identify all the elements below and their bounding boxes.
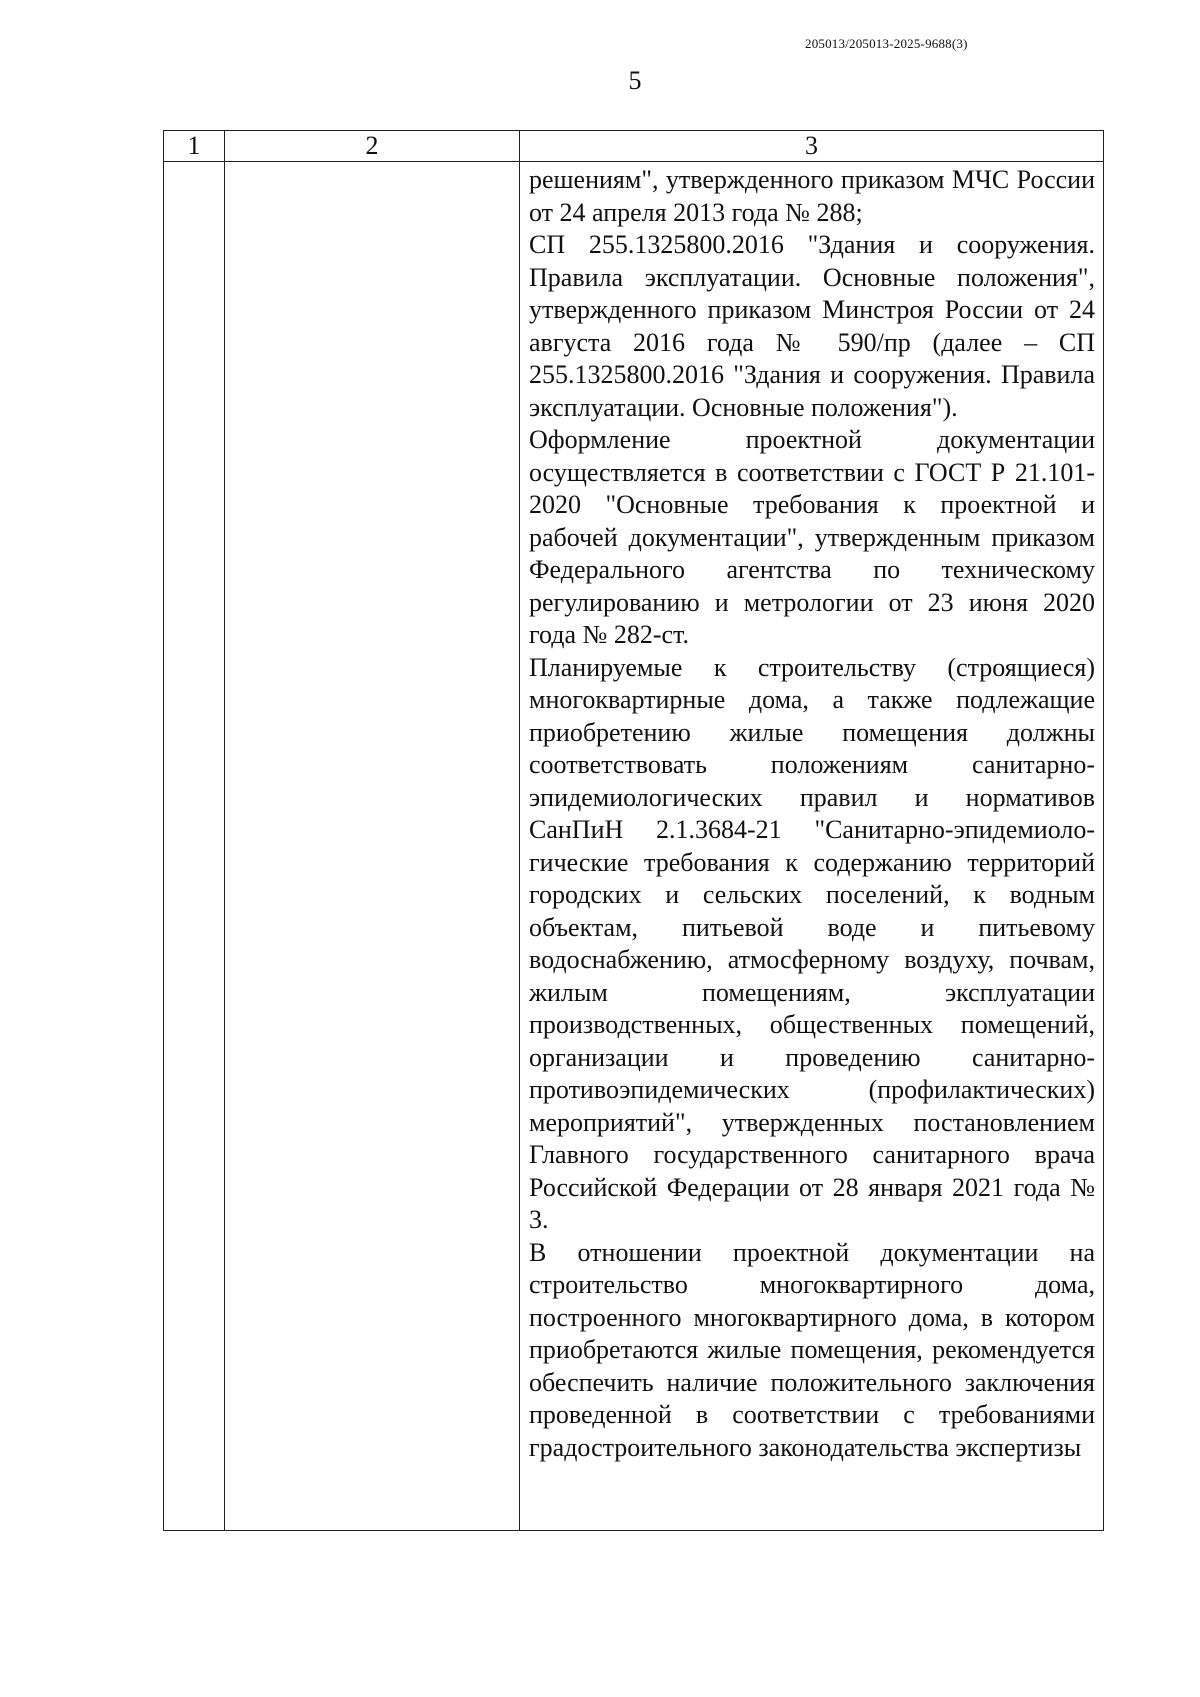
paragraph: решениям", утвержденного приказом МЧС России от 24 апреля 2013 года № 288; [529,165,1095,227]
content-table [163,130,1104,1531]
column-header-2: 2 [225,131,520,162]
document-id: 205013/205013-2025-9688(3) [805,36,968,51]
paragraph: В отношении проектной документации на строительство многоквартирного дома, построенного многоквартирного дома, в котором приобретаются жилые помещения, рекомендуется обеспечить наличие положительного заключения проведенной в соответствии с требованиями градостроительного законодательства экспертизы [529,1237,1095,1462]
cell-column-2 [225,162,520,1531]
cell-column-3 [520,162,1104,1531]
table-header-row [164,131,1104,162]
paragraph: Оформление проектной документации осуществляется в соответствии с ГОСТ Р 21.101-2020 "Основные требования к проектной и рабочей документации", утвержденным приказом Федерального агентства по техническому регулированию и метрологии от 23 июня 2020 года № 282-ст. [529,425,1095,649]
column-header-3: 3 [520,131,1104,162]
table-row [164,162,1104,1531]
paragraph: СП 255.1325800.2016 "Здания и сооружения. Правила эксплуатации. Основные положения", утвержденного приказом Минстроя России от 24 августа 2016 года № 590/пр (далее – СП 255.1325800.2016 "Здания и сооружения. Правила эксплуатации. Основные положения"). [529,230,1095,422]
page-number: 5 [628,66,642,95]
column-header-1: 1 [164,131,225,162]
paragraph: Планируемые к строительству (строящиеся) многоквартирные дома, а также подлежащие приобретению жилые помещения должны соответствовать положениям санитарно-эпидемиологических правил и нормативов СанПиН 2.1.3684-21 "Санитарно-эпидемиологические требования к содержанию территорий городских и сельских поселений, к водным объектам, питьевой воде и питьевому водоснабжению, атмосферному воздуху, почвам, жилым помещениям, эксплуатации производственных, общественных помещений, организации и проведению санитарно-противоэпидемических (профилактических) мероприятий", утвержденных постановлением Главного государственного санитарного врача Российской Федерации от 28 января 2021 года № 3. [529,652,1095,1234]
cell-column-1 [164,162,225,1531]
